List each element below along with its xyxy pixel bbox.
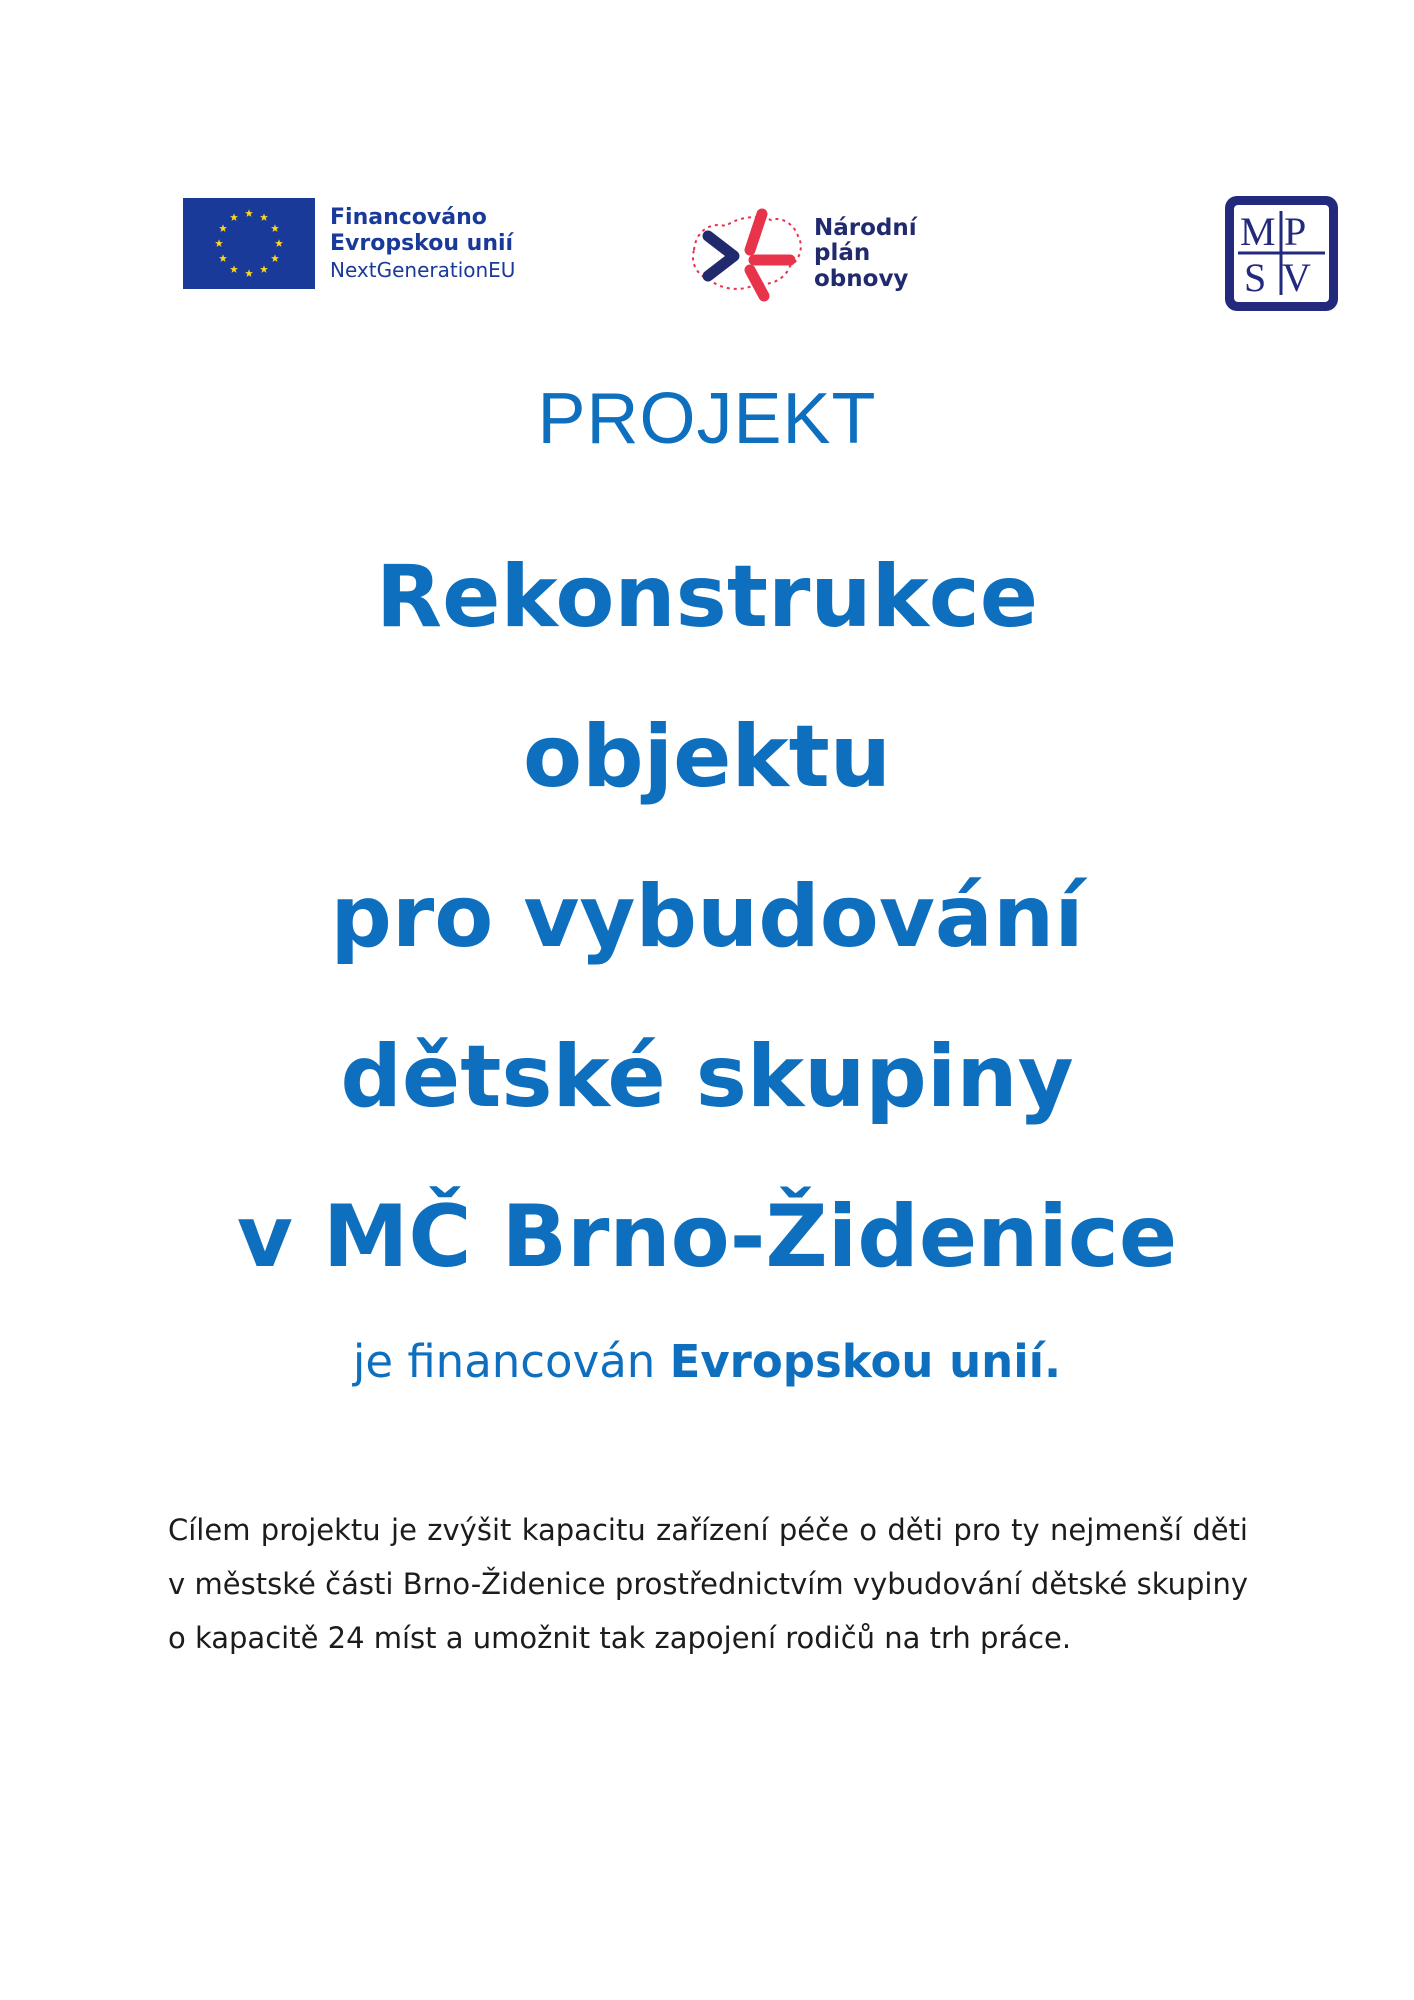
npo-mark-icon: [686, 200, 806, 308]
title-line-5: v MČ Brno-Židenice: [236, 1187, 1178, 1287]
title-line-3: pro vybudování: [330, 867, 1084, 967]
mpsv-logo: [1225, 196, 1338, 311]
title-line-2: objektu: [523, 707, 891, 807]
npo-logo-line-2: plán: [814, 240, 871, 267]
eu-flag-icon: [183, 198, 315, 289]
mpsv-letter-v: V: [1282, 255, 1311, 300]
title-line-4: dětské skupiny: [340, 1027, 1074, 1127]
eu-funding-logo: [183, 198, 515, 289]
eu-logo-line-1: Financováno: [330, 204, 487, 230]
mpsv-letter-s: S: [1244, 255, 1267, 300]
funding-statement: [0, 1335, 1414, 1388]
logo-bar: [0, 0, 1414, 330]
mpsv-letter-m: M: [1240, 209, 1276, 254]
title-line-1: Rekonstrukce: [375, 547, 1039, 647]
mpsv-mark-icon: [1234, 205, 1329, 302]
mpsv-letter-p: P: [1284, 209, 1307, 254]
eu-logo-line-3: NextGenerationEU: [330, 257, 516, 282]
npo-logo-line-1: Národní: [814, 215, 917, 242]
eu-logo-line-2: Evropskou unií: [330, 230, 514, 256]
narodni-plan-obnovy-logo: [686, 200, 917, 308]
project-title: [0, 517, 1414, 1317]
npo-logo-line-3: obnovy: [814, 265, 909, 292]
project-goal-paragraph: Cílem projektu je zvýšit kapacitu zařízení péče o děti pro ty nejmenší děti v městské části Brno-Židenice prostřednictvím vybudování dětské skupiny o kapacitě 24 míst a umožnit tak zapojení rodičů na trh práce.: [168, 1513, 1248, 1655]
project-label: PROJEKT: [537, 379, 877, 459]
funding-prefix: je financován: [352, 1335, 670, 1388]
funding-emphasis: Evropskou unií.: [669, 1335, 1062, 1388]
